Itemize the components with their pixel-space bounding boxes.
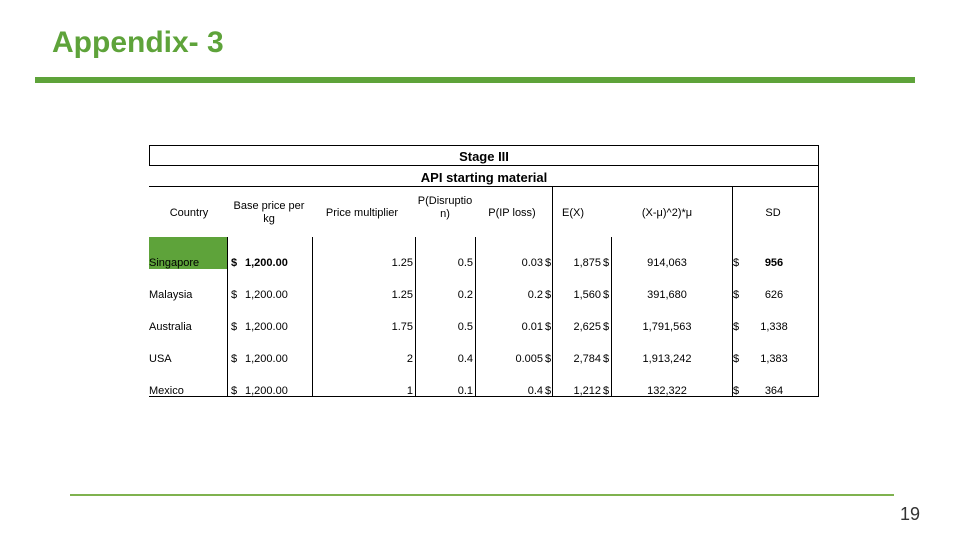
cell-country: Singapore <box>149 257 200 269</box>
table-stage-divider <box>149 165 819 166</box>
cell-base-price: 1,200.00 <box>245 353 288 365</box>
cell-sd-cur: $ <box>733 353 740 365</box>
footer-divider <box>70 494 894 496</box>
cell-ex: 1,875 <box>573 257 601 269</box>
col-divider <box>227 237 228 397</box>
cell-p-ip-loss: 0.4 <box>527 385 543 397</box>
cell-cur: $ <box>231 257 238 269</box>
cell-base-price: 1,200.00 <box>245 257 288 269</box>
cell-var-cur: $ <box>603 289 610 301</box>
title-divider <box>35 77 915 83</box>
data-table <box>149 145 819 397</box>
cell-cur: $ <box>231 289 238 301</box>
table-top-border <box>149 145 819 146</box>
cell-var-cur: $ <box>603 321 610 333</box>
cell-p-disruption: 0.1 <box>457 385 473 397</box>
cell-multiplier: 1.25 <box>391 289 413 301</box>
cell-country: Mexico <box>149 385 184 397</box>
cell-ex-cur: $ <box>545 289 552 301</box>
stage-label: Stage III <box>459 149 509 164</box>
cell-p-disruption: 0.4 <box>457 353 473 365</box>
cell-ex-cur: $ <box>545 321 552 333</box>
cell-sd: 1,383 <box>760 353 788 365</box>
cell-cur: $ <box>231 353 238 365</box>
cell-variance: 391,680 <box>647 289 687 301</box>
cell-p-ip-loss: 0.01 <box>521 321 543 333</box>
cell-ex-cur: $ <box>545 257 552 269</box>
page-number: 19 <box>900 504 921 524</box>
material-label: API starting material <box>420 170 548 185</box>
header-p-disruption: P(Disruptio n) <box>417 195 473 220</box>
cell-ex: 2,784 <box>573 353 601 365</box>
cell-ex: 1,560 <box>573 289 601 301</box>
cell-variance: 132,322 <box>647 385 687 397</box>
cell-cur: $ <box>231 385 238 397</box>
cell-p-ip-loss: 0.03 <box>521 257 543 269</box>
cell-sd-cur: $ <box>733 257 740 269</box>
cell-ex: 2,625 <box>573 321 601 333</box>
cell-sd-cur: $ <box>733 321 740 333</box>
cell-ex: 1,212 <box>573 385 601 397</box>
cell-country: USA <box>149 353 172 365</box>
cell-multiplier: 2 <box>406 353 413 365</box>
cell-variance: 1,791,563 <box>642 321 692 333</box>
cell-var-cur: $ <box>603 353 610 365</box>
cell-sd-cur: $ <box>733 289 740 301</box>
cell-sd: 364 <box>764 385 784 397</box>
cell-var-cur: $ <box>603 257 610 269</box>
header-sd: SD <box>765 206 781 219</box>
header-base-price: Base price per kg <box>233 200 305 225</box>
cell-p-disruption: 0.2 <box>457 289 473 301</box>
col-divider <box>475 237 476 397</box>
cell-multiplier: 1.75 <box>391 321 413 333</box>
table-header-divider <box>149 186 819 187</box>
header-p-ip-loss: P(IP loss) <box>488 206 536 219</box>
cell-country: Australia <box>149 321 192 333</box>
cell-var-cur: $ <box>603 385 610 397</box>
cell-p-disruption: 0.5 <box>457 257 473 269</box>
header-price-multiplier: Price multiplier <box>325 206 399 219</box>
cell-base-price: 1,200.00 <box>245 385 288 397</box>
cell-p-ip-loss: 0.005 <box>515 353 543 365</box>
cell-multiplier: 1.25 <box>391 257 413 269</box>
cell-multiplier: 1 <box>406 385 413 397</box>
header-country: Country <box>169 206 209 219</box>
header-ex: E(X) <box>562 206 584 219</box>
col-divider <box>415 237 416 397</box>
cell-sd: 956 <box>764 257 784 269</box>
cell-sd: 1,338 <box>760 321 788 333</box>
cell-variance: 914,063 <box>647 257 687 269</box>
cell-ex-cur: $ <box>545 353 552 365</box>
cell-variance: 1,913,242 <box>642 353 692 365</box>
cell-sd-cur: $ <box>733 385 740 397</box>
cell-base-price: 1,200.00 <box>245 321 288 333</box>
cell-p-disruption: 0.5 <box>457 321 473 333</box>
col-divider <box>312 237 313 397</box>
slide-title: Appendix- 3 <box>52 26 224 59</box>
header-variance: (X-μ)^2)*μ <box>641 206 693 219</box>
cell-cur: $ <box>231 321 238 333</box>
cell-ex-cur: $ <box>545 385 552 397</box>
cell-p-ip-loss: 0.2 <box>527 289 543 301</box>
cell-country: Malaysia <box>149 289 193 301</box>
cell-sd: 626 <box>764 289 784 301</box>
cell-base-price: 1,200.00 <box>245 289 288 301</box>
